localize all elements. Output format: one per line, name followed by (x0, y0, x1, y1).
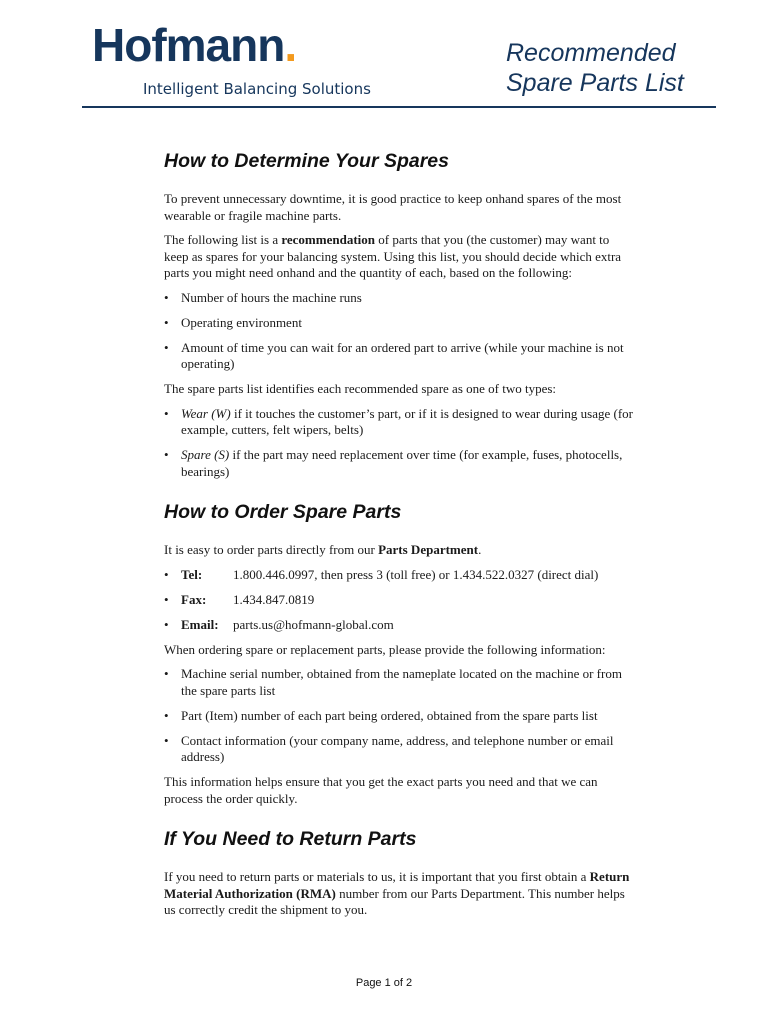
paragraph: To prevent unnecessary downtime, it is good practice to keep onhand spares of the most wearable or fragile machine parts. (164, 191, 622, 223)
list-item: • Part (Item) number of each part being ordered, obtained from the spare parts list (164, 708, 634, 725)
page-number: Page 1 of 2 (355, 977, 413, 989)
type-term: Spare (S) (181, 447, 230, 462)
hofmann-logo: Hofmann. (92, 19, 297, 71)
type-term: Wear (W) (181, 405, 231, 421)
section-heading: How to Order Spare Parts (164, 501, 402, 523)
contact-list (164, 567, 634, 634)
bullet-list (164, 290, 634, 373)
section-heading: How to Determine Your Spares (164, 150, 449, 172)
contact-value: 1.800.446.0997, then press 3 (toll free) or 1.434.522.0327 (direct dial) (233, 566, 599, 582)
logo-dot: . (284, 19, 297, 71)
section-heading: If You Need to Return Parts (164, 828, 417, 850)
contact-label: Email: (181, 616, 219, 632)
document-title-line1: Recommended (506, 39, 676, 67)
paragraph: The spare parts list identifies each recommended spare as one of two types: (164, 381, 557, 396)
section-determine-spares (164, 148, 634, 480)
contact-email (164, 617, 634, 634)
document-body (164, 148, 634, 938)
list-item: • Wear (W) if it touches the customer’s part, or if it is designed to wear during usage (for example, cutters, felt wipers, belts) (164, 406, 634, 439)
contact-tel (164, 567, 634, 584)
paragraph: This information helps ensure that you get the exact parts you need and that we can process the order quickly. (164, 774, 598, 806)
bullet-list (164, 666, 634, 766)
page-header (0, 0, 768, 110)
logo-tagline: Intelligent Balancing Solutions (143, 80, 371, 98)
list-item: • Machine serial number, obtained from the nameplate located on the machine or from the spare parts list (164, 666, 634, 699)
paragraph: The following list is a recommendation of parts that you (the customer) may want to keep as spares for your balancing system. Using this list, you should decide which extra parts you might need onhand and the quantity of each, based on the following: (164, 232, 622, 280)
section-return-parts (164, 826, 634, 919)
paragraph: If you need to return parts or materials to us, it is important that you first obtain a Return Material Authorization (RMA) number from our Parts Department. This number helps us correctly credit the shipment to you. (164, 869, 630, 917)
contact-label: Fax: (181, 591, 207, 607)
bold-term: Parts Department (378, 542, 479, 557)
document-title-line2: Spare Parts List (506, 69, 684, 97)
list-item: • Spare (S) if the part may need replacement over time (for example, fuses, photocells, bearings) (164, 447, 634, 480)
contact-value: 1.434.847.0819 (233, 591, 315, 607)
section-order-parts (164, 499, 634, 807)
list-item: • Amount of time you can wait for an ordered part to arrive (while your machine is not operating) (164, 340, 634, 373)
header-divider (82, 106, 716, 108)
document-title (506, 38, 746, 98)
bold-term: Return Material Authorization (RMA) (164, 869, 630, 901)
type-list (164, 406, 634, 481)
bold-term: recommendation (281, 232, 375, 247)
contact-fax (164, 592, 634, 609)
paragraph: When ordering spare or replacement parts, please provide the following information: (164, 641, 606, 657)
list-item: • Operating environment (164, 315, 634, 332)
paragraph: It is easy to order parts directly from our Parts Department. (164, 542, 482, 557)
list-item: • Contact information (your company name, address, and telephone number or email address) (164, 733, 634, 766)
list-item: • Number of hours the machine runs (164, 290, 634, 307)
contact-value: parts.us@hofmann-global.com (233, 616, 394, 632)
contact-label: Tel: (181, 566, 203, 582)
